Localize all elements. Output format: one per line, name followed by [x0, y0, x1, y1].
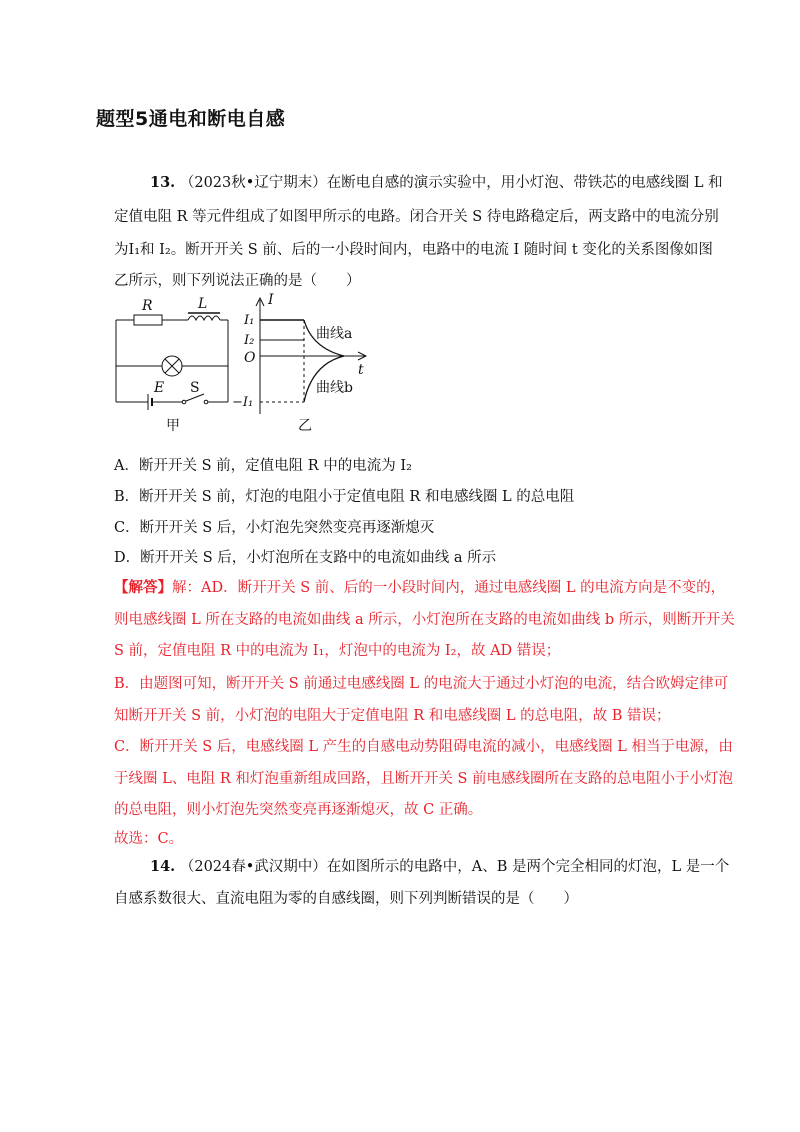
answer-line-6: C．断开开关 S 后，电感线圈 L 产生的自感电动势阻碍电流的减小，电感线圈 L 相当于电源，由	[114, 739, 733, 755]
question-14-number: 14.	[150, 858, 176, 875]
section-title: 题型5通电和断电自感	[96, 108, 286, 130]
label-E: E	[154, 380, 165, 396]
question-13-figure	[108, 292, 398, 442]
question-13-line-1	[150, 173, 723, 193]
label-curve-b: 曲线b	[316, 380, 353, 396]
label-I2: I₂	[244, 333, 255, 348]
question-13-line-4: 乙所示，则下列说法正确的是（ ）	[114, 273, 361, 289]
resistor-symbol	[134, 315, 162, 325]
label-S: S	[190, 380, 200, 396]
label-neg-I1: −I₁	[232, 395, 254, 410]
option-b: B．断开开关 S 前，灯泡的电阻小于定值电阻 R 和电感线圈 L 的总电阻	[114, 489, 575, 505]
label-axis-t: t	[358, 362, 364, 378]
answer-line-4: B．由题图可知，断开开关 S 前通过电感线圈 L 的电流大于通过小灯泡的电流，结合欧姆定律可	[114, 676, 729, 692]
circuit-diagram	[116, 296, 228, 434]
label-axis-I: I	[268, 292, 274, 308]
switch-symbol	[182, 400, 186, 404]
question-14-text-1: （2024春•武汉期中）在如图所示的电路中，A、B 是两个完全相同的灯泡，L 是一个	[179, 859, 730, 875]
question-13-line-2: 定值电阻 R 等元件组成了如图甲所示的电路。闭合开关 S 待电路稳定后，两支路中的电流分别	[114, 209, 719, 225]
answer-line-2: 则电感线圈 L 所在支路的电流如曲线 a 所示，小灯泡所在支路的电流如曲线 b 所示，则断开开关	[114, 612, 735, 628]
caption-yi: 乙	[298, 418, 312, 434]
answer-choice: 故选：C。	[114, 831, 184, 847]
question-13-text-1: （2023秋•辽宁期末）在断电自感的演示实验中，用小灯泡、带铁芯的电感线圈 L 和	[179, 175, 723, 191]
label-origin: O	[244, 350, 256, 366]
answer-line-1	[114, 578, 725, 598]
inductor-symbol	[188, 316, 220, 320]
label-I1: I₁	[244, 313, 255, 328]
label-R: R	[142, 298, 153, 314]
option-c: C．断开开关 S 后，小灯泡先突然变亮再逐渐熄灭	[114, 520, 435, 536]
answer-text-1: 解：AD．断开开关 S 前、后的一小段时间内，通过电感线圈 L 的电流方向是不变的，	[172, 580, 726, 596]
question-14-line-1	[150, 857, 729, 877]
answer-line-5: 知断开开关 S 前，小灯泡的电阻大于定值电阻 R 和电感线圈 L 的总电阻，故 B 错误；	[114, 708, 671, 724]
current-time-graph	[232, 292, 366, 434]
label-curve-a: 曲线a	[316, 326, 353, 342]
option-d: D．断开开关 S 后，小灯泡所在支路中的电流如曲线 a 所示	[114, 550, 497, 566]
answer-line-3: S 前，定值电阻 R 中的电流为 I₁，灯泡中的电流为 I₂，故 AD 错误；	[114, 643, 561, 659]
answer-tag: 【解答】	[114, 579, 172, 596]
question-14-line-2: 自感系数很大、直流电阻为零的自感线圈，则下列判断错误的是（ ）	[114, 891, 578, 907]
answer-line-7: 于线圈 L、电阻 R 和灯泡重新组成回路，且断开开关 S 前电感线圈所在支路的总电阻小于小灯泡	[114, 771, 734, 787]
question-13-number: 13.	[150, 174, 176, 191]
answer-line-8: 的总电阻，则小灯泡先突然变亮再逐渐熄灭，故 C 正确。	[114, 802, 483, 818]
option-a: A．断开开关 S 前，定值电阻 R 中的电流为 I₂	[114, 458, 412, 474]
label-L: L	[198, 296, 208, 312]
caption-jia: 甲	[166, 418, 180, 434]
question-13-line-3: 为I₁和 I₂。断开开关 S 前、后的一小段时间内，电路中的电流 I 随时间 t 变化的关系图像如图	[114, 242, 713, 258]
